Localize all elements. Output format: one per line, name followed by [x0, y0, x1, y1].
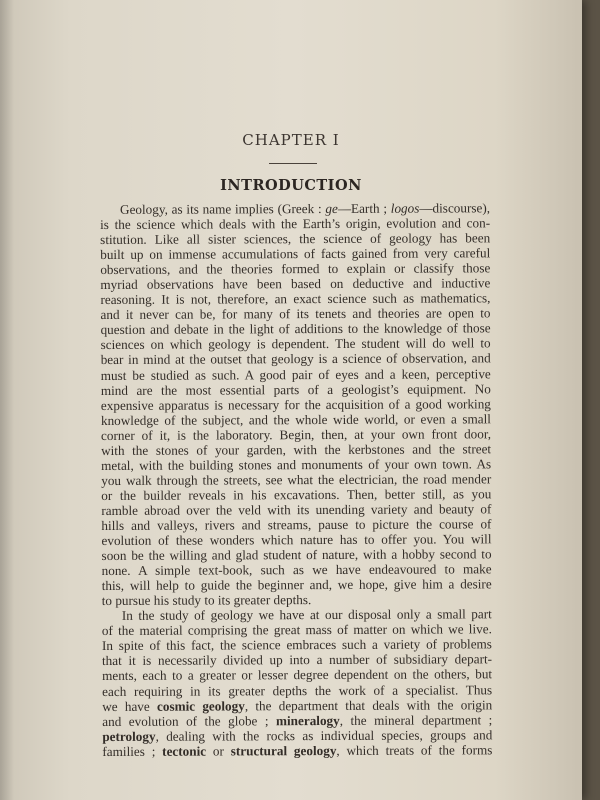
text-line: this, will help to guide the beginner and, we hope, give him a desire: [101, 576, 492, 594]
text-line: soon be the willing and glad student of nature, with a hobby second to: [101, 546, 492, 564]
text-line: bear in mind at the outset that geology is a science of observation, and: [100, 350, 491, 368]
bold-term-petrology: petrology: [102, 728, 156, 744]
bold-term-structural-geology: structural geology: [230, 742, 337, 759]
text-line: evolution of these wonders which nature has to offer you. You will: [101, 531, 492, 549]
text-line: mind are the most essential parts of a geologist’s equipment. No: [100, 380, 491, 398]
text-line: none. A simple text-book, such as we have endeavoured to make: [101, 561, 492, 579]
text-line: is the science which deals with the Earth’s origin, evolution and con-: [100, 215, 491, 233]
bold-term-mineralogy: mineralogy: [275, 712, 340, 728]
text-line: you walk through the streets, see what the electrician, the road mender: [101, 471, 492, 488]
chapter-title: INTRODUCTION: [220, 177, 362, 194]
text-line: observations, and the theories formed to explain or classify those: [100, 260, 491, 278]
chapter-heading: CHAPTER I: [242, 131, 340, 149]
text-line: expensive apparatus is necessary for the acquisition of a good working: [100, 395, 491, 413]
bold-term-cosmic-geology: cosmic geology: [156, 697, 245, 714]
page-spine-shadow: [0, 0, 14, 800]
text-line: corner of it, is the laboratory. Begin, then, at your own front door,: [100, 425, 492, 443]
text-line: that it is necessarily divided up into a number of subsidiary depart-: [101, 651, 493, 669]
text-line: and evolution of the globe ; mineralogy, the mineral department ;: [102, 711, 493, 729]
text-line: built up on immense accumulations of facts gained from very careful: [100, 245, 491, 263]
text-line: reasoning. It is not, therefore, an exact science such as mathematics,: [100, 290, 491, 308]
heading-divider: [269, 163, 317, 164]
text-line: ments, each to a greater or lesser degree dependent on the others, but: [102, 666, 493, 684]
text-line: or the builder reveals in his excavations. Then, better still, as you: [101, 486, 492, 503]
text-line: In the study of geology we have at our disposal only a small part: [121, 606, 492, 624]
text-line: hills and valleys, rivers and streams, pause to picture the course of: [101, 516, 492, 533]
text-line: Geology, as its name implies (Greek : ge—Earth ; logos—discourse),: [119, 200, 491, 217]
text-line: families ; tectonic or structural geology, which treats of the forms: [102, 741, 493, 759]
text-line: of the material comprising the great mass of matter on which we live.: [101, 621, 492, 639]
text-line: and it never can be, for many of its tenets and theories are open to: [100, 305, 491, 323]
text-line: must be studied as such. A good pair of eyes and a keen, perceptive: [100, 365, 491, 383]
text-line: we have cosmic geology, the department that deals with the origin: [102, 696, 493, 714]
text-line: ramble abroad over the veld with its unending variety and beauty of: [101, 501, 492, 518]
text-line: each requiring in its greater depths the work of a specialist. Thus: [102, 681, 493, 699]
italic-term-ge: ge: [325, 200, 338, 217]
bold-term-tectonic: tectonic: [162, 743, 207, 759]
text-line: to pursue his study to its greater depths.: [101, 592, 312, 609]
text-line: metal, with the building stones and monuments of your own town. As: [101, 456, 492, 473]
text-line: petrology, dealing with the rocks as individual species, groups and: [102, 726, 493, 744]
text-line: question and debate in the light of additions to the knowledge of those: [100, 320, 491, 338]
italic-term-logos: logos: [390, 200, 420, 216]
text-line: In spite of this fact, the science embraces such a variety of problems: [101, 636, 492, 654]
text-line: myriad observations have been based on deductive and inductive: [100, 275, 491, 293]
text-line: knowledge of the subject, and the whole wide world, or even a small: [100, 410, 491, 428]
text-line: sciences on which geology is dependent. The student will do well to: [100, 335, 491, 353]
text-line: with the stones of your garden, with the kerbstones and the street: [101, 441, 492, 458]
text-line: stitution. Like all sister sciences, the science of geology has been: [100, 230, 491, 248]
body-text: [100, 200, 492, 758]
